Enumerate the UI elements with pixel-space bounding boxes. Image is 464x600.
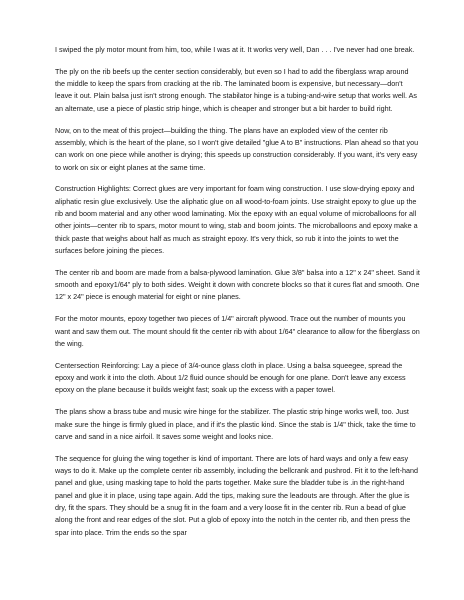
paragraph: For the motor mounts, epoxy together two pieces of 1/4" aircraft plywood. Trace out the number of mounts you want and saw them out. The mount should fit the center rib with about 1/64" clearance to allow for the fiberglass on the wing. [55,314,420,348]
paragraph: The ply on the rib beefs up the center section considerably, but even so I had to add the fiberglass wrap around the middle to keep the spars from cracking at the rib. The laminated boom is expensive, but necessary—don't leave it out. Plain balsa just isn't strong enough. The stabilator hinge is a tubing-and-wire setup that works well. As an alternate, use a piece of plastic strip hinge, which is cheaper and stronger but a bit harder to build right. [55,66,418,113]
paragraph: The center rib and boom are made from a balsa-plywood lamination. Glue 3/8" balsa into a 12" x 24" sheet. Sand it smooth and epoxy1/64" ply to both sides. Weight it down with concrete blocks so that it cures flat and smooth. One 12" x 24" piece is enough material for eight or nine planes. [55,267,420,302]
paragraph: The plans show a brass tube and music wire hinge for the stabilizer. The plastic strip hinge works well, too. Just make sure the hinge is firmly glued in place, and if it's the plastic kind. Since the stab is 1/4" thick, take the time to carve and sand in a nice airfoil. It saves some weight and looks nice. [55,407,416,441]
paragraph: Centersection Reinforcing: Lay a piece of 3/4-ounce glass cloth in place. Using a balsa squeegee, spread the epoxy and work it into the cloth. About 1/2 fluid ounce should be enough for one plane. Don't leave any excess epoxy on the plane because it builds weight fast; soak up the excess with a paper towel. [55,360,406,395]
paragraph: I swiped the ply motor mount from him, too, while I was at it. It works very well, Dan . . . I've never had one break. [55,45,415,54]
paragraph: Construction Highlights: Correct glues are very important for foam wing construction. I use slow-drying epoxy and aliphatic resin glue exclusively. Use the aliphatic glue on all wood-to-foam joints. Use straight epoxy to glue up the rib and boom material and any other wood laminating. Mix the epoxy with an equal volume of microballoons for all other joints—center rib to spars, motor mount to wing, stab and boom joints. The microballoons and epoxy make a thick paste that weighs about half as much as straight epoxy. It's very thick, so rub it into the joints to wet the surfaces before joining the pieces. [55,184,418,255]
paragraph: The sequence for gluing the wing together is kind of important. There are lots of hard ways and only a few easy ways to do it. Make up the complete center rib assembly, including the bellcrank and pushrod. Fit it to the left-hand panel and glue, using masking tape to hold the parts together. Make sure the bladder tube is .in the right-hand panel and glue it in place, using tape again. Add the tips, making sure the leadouts are through. After the glue is dry, fit the spars. They should be a snug fit in the foam and a very loose fit in the center rib. Run a bead of glue along the front and rear edges of the slot. Put a glob of epoxy into the notch in the center rib, and then press the spar into place. Trim the ends so the spar [55,453,419,537]
paragraph: Now, on to the meat of this project—building the thing. The plans have an exploded view of the center rib assembly, which is the heart of the plane, so I won't give detailed "glue A to B" instructions. Plan ahead so that you can work on one piece while another is drying; this speeds up construction considerably. If you want, it's very easy to work on six or eight planes at the same time. [55,125,419,172]
article-body [55,44,420,548]
